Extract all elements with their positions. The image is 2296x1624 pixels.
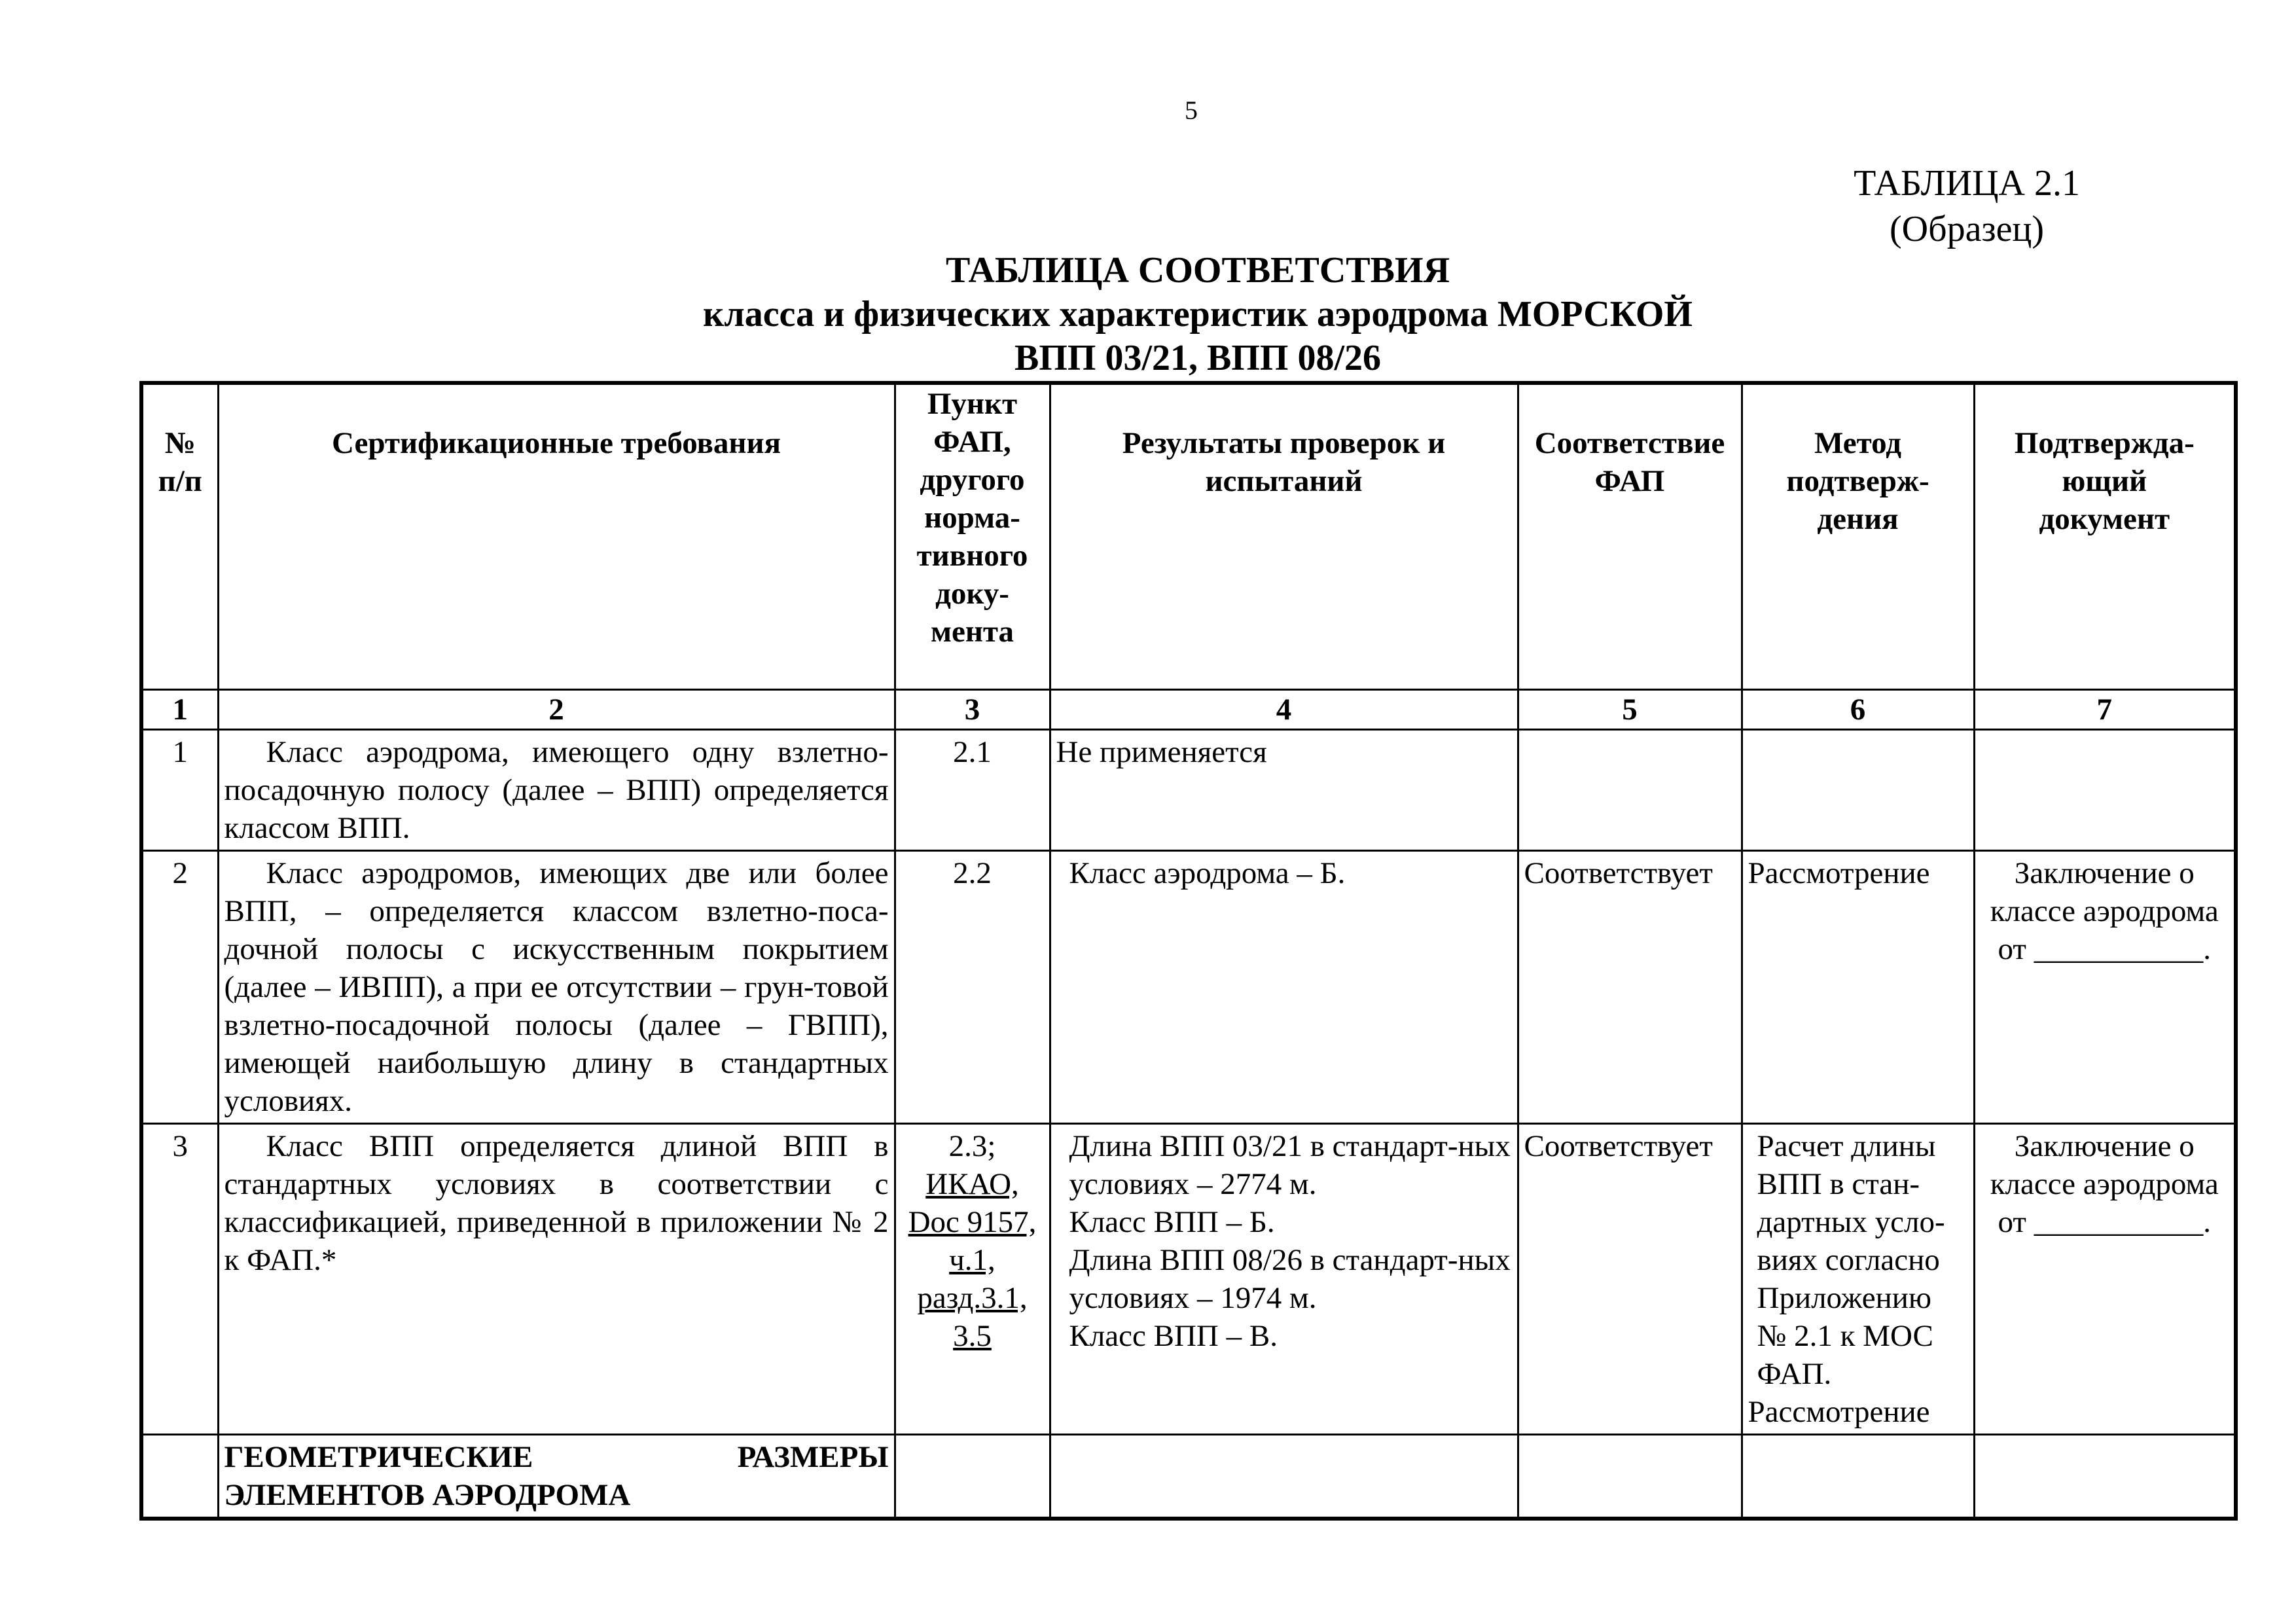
document-cell — [1974, 730, 2236, 851]
header-requirements-label: Сертификационные требования — [332, 426, 781, 460]
clause-cell: 2.1 — [895, 730, 1050, 851]
section-row — [141, 1435, 2236, 1519]
compliance-cell: Соответствует — [1518, 851, 1742, 1124]
method-text: Рассмотрение — [1748, 1395, 1930, 1429]
header-row — [141, 383, 2236, 690]
results-cell: Класс аэродрома – Б. — [1050, 851, 1518, 1124]
header-clause-label: Пункт ФАП, другого норма-тивного доку-мента — [916, 387, 1028, 649]
column-number: 5 — [1518, 690, 1742, 730]
header-number — [141, 383, 218, 690]
column-number-row — [141, 690, 2236, 730]
result-line: Длина ВПП 03/21 в стандарт-ных условиях – 2774 м. — [1069, 1129, 1511, 1201]
title-line-1: ТАБЛИЦА СООТВЕТСТВИЯ — [945, 250, 1450, 291]
compliance-cell — [1518, 730, 1742, 851]
page-number: 5 — [1185, 96, 1198, 125]
header-method — [1742, 383, 1974, 690]
column-number: 6 — [1742, 690, 1974, 730]
header-compliance-label: Соответствие ФАП — [1534, 426, 1725, 498]
table-caption-sample: (Образец) — [1890, 209, 2045, 249]
document-cell: Заключение о классе аэродрома от ___________. — [1974, 1124, 2236, 1435]
section-title: ГЕОМЕТРИЧЕСКИЕ РАЗМЕРЫ ЭЛЕМЕНТОВ АЭРОДРОМА — [218, 1435, 895, 1519]
header-clause — [895, 383, 1050, 690]
table-row — [141, 851, 2236, 1124]
result-line: Длина ВПП 08/26 в стандарт-ных условиях – 1974 м. — [1069, 1243, 1511, 1315]
header-method-label: Метод подтверж-дения — [1786, 426, 1929, 536]
method-cell — [1742, 730, 1974, 851]
requirement-cell: Класс ВПП определяется длиной ВПП в стандартных условиях в соответствии с классификацией, приведенной в приложении № 2 к ФАП.* — [218, 1124, 895, 1435]
section-empty-cell — [1518, 1435, 1742, 1519]
clause-cell: 2.2 — [895, 851, 1050, 1124]
title-line-2: класса и физических характеристик аэродрома МОРСКОЙ — [703, 294, 1693, 334]
compliance-cell: Соответствует — [1518, 1124, 1742, 1435]
row-number: 1 — [141, 730, 218, 851]
section-empty-cell — [895, 1435, 1050, 1519]
header-results — [1050, 383, 1518, 690]
method-cell — [1742, 1124, 1974, 1435]
header-requirements — [218, 383, 895, 690]
table-caption-number: ТАБЛИЦА 2.1 — [1854, 163, 2080, 204]
row-number: 3 — [141, 1124, 218, 1435]
document-title — [0, 249, 2296, 380]
column-number: 7 — [1974, 690, 2236, 730]
method-text: Расчет длины ВПП в стан-дартных усло-виях согласно Приложению № 2.1 к МОС ФАП. — [1757, 1129, 1945, 1391]
table-row — [141, 730, 2236, 851]
section-empty-cell — [1050, 1435, 1518, 1519]
section-number-cell — [141, 1435, 218, 1519]
requirement-cell: Класс аэродромов, имеющих две или более ВПП, – определяется классом взлетно-поса-дочной полосы с искусственным покрытием (далее – ИВПП), а при ее отсутствии – грун-товой взлетно-посадочной полосы (далее – ГВПП), имеющей наибольшую длину в стандартных условиях. — [218, 851, 895, 1124]
clause-reference-link[interactable]: ИКАО, Doc 9157, ч.1, разд.3.1, 3.5 — [908, 1167, 1037, 1353]
column-number: 3 — [895, 690, 1050, 730]
method-cell: Рассмотрение — [1742, 851, 1974, 1124]
row-number: 2 — [141, 851, 218, 1124]
column-number: 2 — [218, 690, 895, 730]
clause-cell — [895, 1124, 1050, 1435]
document-cell: Заключение о классе аэродрома от ___________. — [1974, 851, 2236, 1124]
header-number-label: № п/п — [158, 426, 202, 498]
column-number: 4 — [1050, 690, 1518, 730]
result-line: Класс ВПП – Б. — [1069, 1205, 1275, 1239]
table-caption — [1854, 160, 2080, 252]
results-cell — [1050, 1124, 1518, 1435]
header-compliance — [1518, 383, 1742, 690]
requirement-cell: Класс аэродрома, имеющего одну взлетно-посадочную полосу (далее – ВПП) определяется классом ВПП. — [218, 730, 895, 851]
header-results-label: Результаты проверок и испытаний — [1122, 426, 1446, 498]
clause-primary: 2.3; — [948, 1129, 996, 1163]
compliance-table — [139, 381, 2238, 1521]
results-cell: Не применяется — [1050, 730, 1518, 851]
column-number: 1 — [141, 690, 218, 730]
header-document — [1974, 383, 2236, 690]
section-empty-cell — [1742, 1435, 1974, 1519]
title-line-3: ВПП 03/21, ВПП 08/26 — [1014, 338, 1382, 378]
header-document-label: Подтвержда-ющий документ — [2014, 426, 2195, 536]
table-row — [141, 1124, 2236, 1435]
result-line: Класс ВПП – В. — [1069, 1319, 1278, 1353]
section-empty-cell — [1974, 1435, 2236, 1519]
